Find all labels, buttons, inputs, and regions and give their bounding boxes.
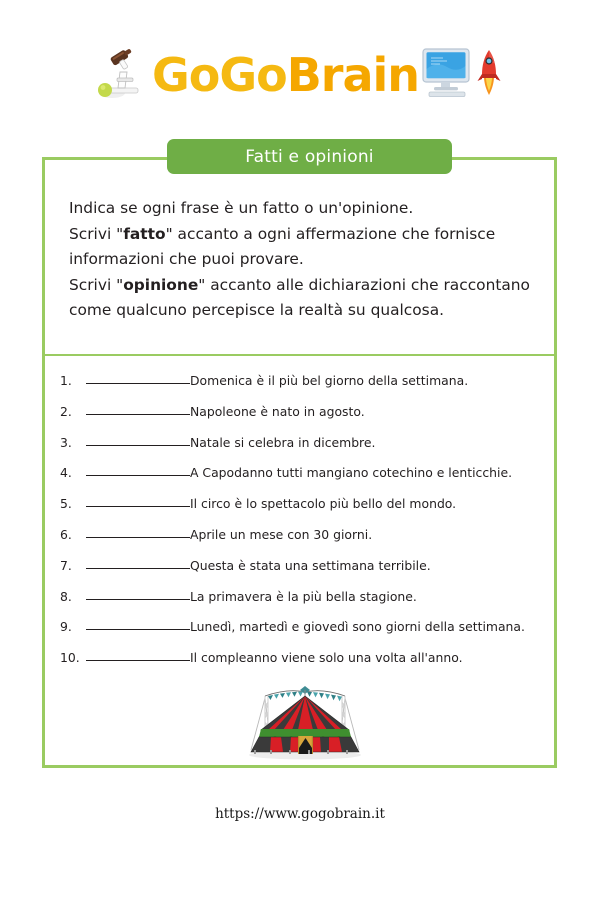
- list-item: [60, 618, 555, 649]
- item-text: Aprile un mese con 30 giorni.: [190, 526, 373, 542]
- question-list: [60, 372, 555, 680]
- instruction-line-1: Indica se ogni frase è un fatto o un'opinione.: [69, 199, 414, 217]
- answer-blank[interactable]: [86, 617, 190, 630]
- list-item: [60, 495, 555, 526]
- item-number: 5.: [60, 496, 72, 512]
- worksheet-title-banner: [167, 139, 452, 174]
- answer-blank[interactable]: [86, 648, 190, 661]
- instruction-line-3: Scrivi "opinione" accanto alle dichiarazioni che raccontano come qualcuno percepisce la realtà su qualcosa.: [69, 275, 530, 319]
- item-number: 1.: [60, 373, 72, 388]
- list-item: [60, 464, 555, 495]
- site-logo: [0, 34, 600, 112]
- logo-wordmark: [151, 48, 420, 102]
- answer-blank[interactable]: [86, 494, 190, 507]
- keyword-fatto: fatto: [123, 224, 166, 243]
- item-number: 3.: [60, 434, 72, 450]
- item-number: 9.: [60, 619, 72, 635]
- instructions-block: [69, 196, 539, 324]
- answer-blank[interactable]: [86, 587, 190, 600]
- list-item: [60, 649, 555, 680]
- rocket-icon: [476, 47, 502, 99]
- list-item: [60, 557, 555, 588]
- footer-url[interactable]: https://www.gogobrain.it: [215, 806, 385, 822]
- item-text: Lunedì, martedì e giovedì sono giorni della settimana.: [190, 619, 525, 635]
- item-number: 10.: [60, 650, 80, 666]
- item-text: Natale si celebra in dicembre.: [190, 434, 376, 450]
- item-text: La primavera è la più bella stagione.: [190, 588, 417, 604]
- microscope-icon: [98, 46, 150, 100]
- item-number: 6.: [60, 526, 72, 542]
- item-text: A Capodanno tutti mangiano cotechino e lenticchie.: [190, 465, 513, 481]
- list-item: [60, 588, 555, 619]
- item-number: 7.: [60, 557, 72, 573]
- item-number: 2.: [60, 403, 72, 419]
- list-item: [60, 434, 555, 465]
- answer-blank[interactable]: [86, 371, 190, 384]
- page-title: Fatti e opinioni: [245, 146, 374, 167]
- logo-text-part1: GoGo: [151, 48, 287, 102]
- answer-blank[interactable]: [86, 525, 190, 538]
- list-item: [60, 403, 555, 434]
- logo-text-part2: Brain: [286, 48, 420, 102]
- item-text: Il circo è lo spettacolo più bello del mondo.: [190, 496, 457, 512]
- computer-monitor-icon: [417, 47, 473, 99]
- instruction-line-2: Scrivi "fatto" accanto a ogni affermazione che fornisce informazioni che puoi provare.: [69, 224, 496, 268]
- answer-blank[interactable]: [86, 402, 190, 415]
- item-text: Questa è stata una settimana terribile.: [190, 557, 431, 573]
- list-item: [60, 526, 555, 557]
- circus-tent-illustration: [243, 686, 367, 760]
- item-text: Napoleone è nato in agosto.: [190, 403, 365, 419]
- keyword-opinione: opinione: [123, 275, 199, 294]
- answer-blank[interactable]: [86, 433, 190, 446]
- item-text: Il compleanno viene solo una volta all'anno.: [190, 650, 463, 666]
- item-number: 4.: [60, 465, 72, 481]
- answer-blank[interactable]: [86, 556, 190, 569]
- item-number: 8.: [60, 588, 72, 604]
- section-divider: [45, 354, 554, 356]
- item-text: Domenica è il più bel giorno della settimana.: [190, 373, 469, 388]
- answer-blank[interactable]: [86, 463, 190, 476]
- list-item: [60, 372, 555, 403]
